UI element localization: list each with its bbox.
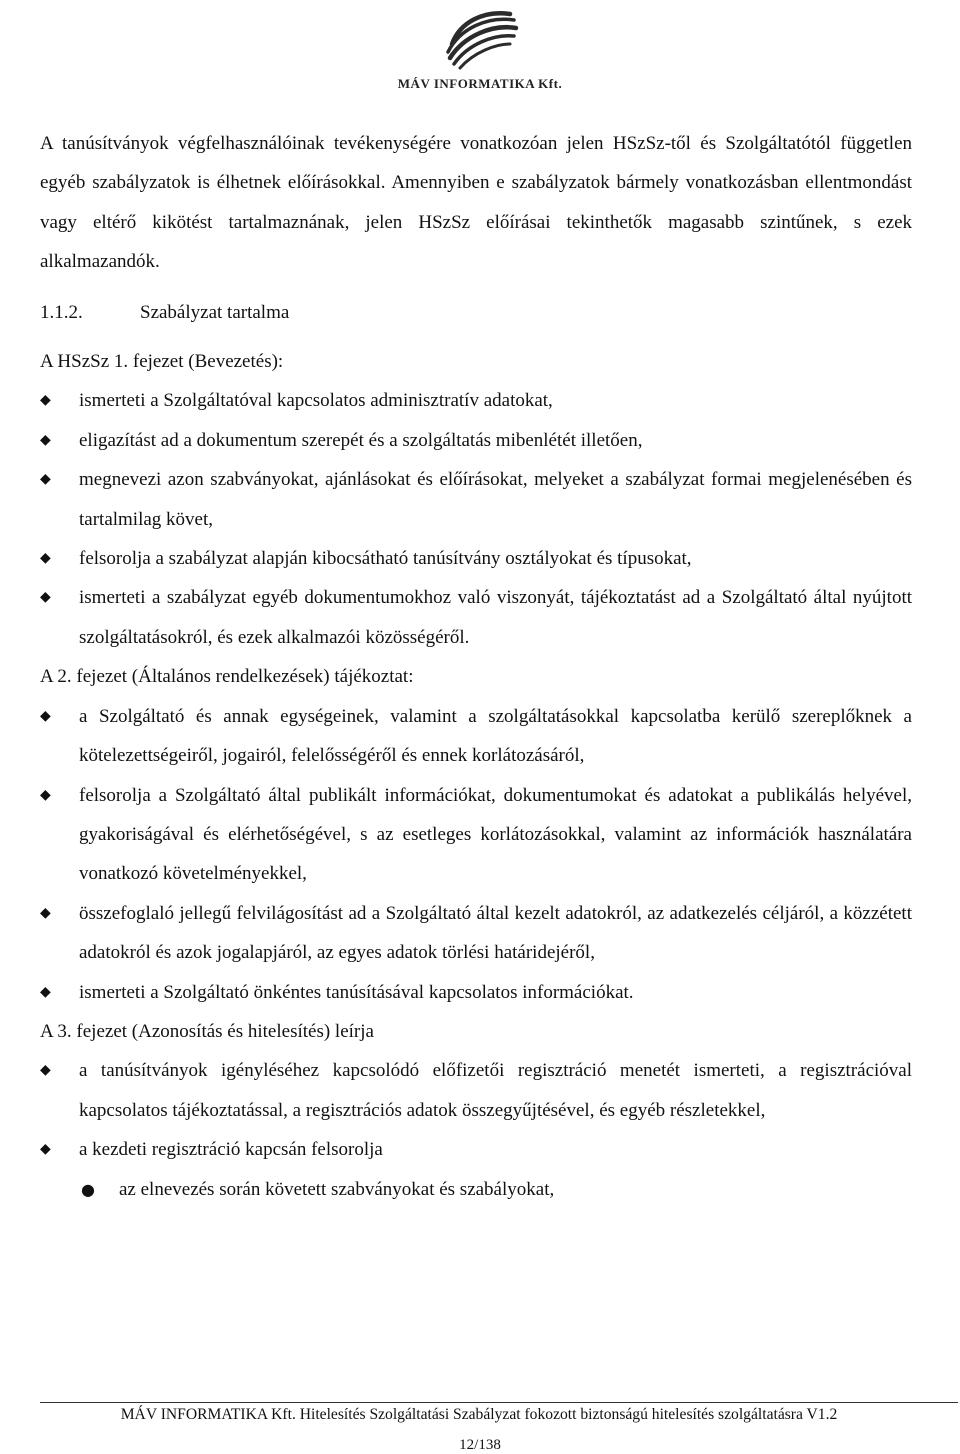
diamond-bullet-icon: ◆: [40, 983, 51, 1000]
diamond-bullet-icon: ◆: [40, 550, 51, 567]
diamond-bullet-icon: ◆: [40, 431, 51, 448]
sub-list-item: ● az elnevezés során követett szabványokat és szabályokat,: [40, 1170, 912, 1209]
list-item: ◆ felsorolja a szabályzat alapján kibocsátható tanúsítvány osztályokat és típusokat,: [40, 539, 912, 578]
list-item: ◆ a tanúsítványok igényléséhez kapcsolódó előfizetői regisztráció menetét ismerteti, a regisztrációval kapcsolatos tájékoztatással, a regisztrációs adatok összegyűjtésével, és egyéb részletekkel,: [40, 1051, 912, 1130]
list-item: ◆ megnevezi azon szabványokat, ajánlásokat és előírásokat, melyeket a szabályzat formai megjelenésében és tartalmilag követ,: [40, 460, 912, 539]
diamond-bullet-icon: ◆: [40, 786, 51, 803]
chapter3-intro: A 3. fejezet (Azonosítás és hitelesítés) leírja: [40, 1020, 374, 1042]
diamond-bullet-icon: ◆: [40, 1141, 51, 1158]
list-item: ◆ összefoglaló jellegű felvilágosítást ad a Szolgáltató által kezelt adatokról, az adatkezelés céljáról, a közzétett adatokról és azok jogalapjáról, az egyes adatok törlési határidejéről,: [40, 894, 912, 973]
diamond-bullet-icon: ◆: [40, 471, 51, 488]
round-bullet-icon: ●: [81, 1179, 95, 1199]
diamond-bullet-icon: ◆: [40, 904, 51, 921]
diamond-bullet-icon: ◆: [40, 1062, 51, 1079]
list-item: ◆ a kezdeti regisztráció kapcsán felsorolja: [40, 1130, 912, 1169]
diamond-bullet-icon: ◆: [40, 392, 51, 409]
logo-text: MÁV INFORMATIKA Kft.: [397, 76, 563, 91]
company-logo: [0, 0, 960, 100]
list-item: ◆ felsorolja a Szolgáltató által publikált információkat, dokumentumokat és adatokat a publikálás helyével, gyakoriságával és elérhetőségével, s az esetleges korlátozásokkal, valamint az információk használatára vonatkozó követelményekkel,: [40, 776, 912, 894]
list-item: ◆ ismerteti a Szolgáltató önkéntes tanúsításával kapcsolatos információkat.: [40, 973, 912, 1012]
list-item: ◆ a Szolgáltató és annak egységeinek, valamint a szolgáltatásokkal kapcsolatba kerülő szereplőknek a kötelezettségeiről, jogairól, felelősségéről és ennek korlátozásáról,: [40, 697, 912, 776]
footer-divider: [40, 1402, 958, 1403]
list-item: ◆ ismerteti a Szolgáltatóval kapcsolatos adminisztratív adatokat,: [40, 381, 912, 420]
diamond-bullet-icon: ◆: [40, 707, 51, 724]
document-body: [40, 124, 912, 1209]
footer-text: MÁV INFORMATIKA Kft. Hitelesítés Szolgáltatási Szabályzat fokozott biztonságú hitelesítés szolgáltatásra V1.2: [120, 1406, 838, 1423]
list-item: ◆ eligazítást ad a dokumentum szerepét és a szolgáltatás mibenlétét illetően,: [40, 421, 912, 460]
diamond-bullet-icon: ◆: [40, 589, 51, 606]
section-number: 1.1.2.: [40, 301, 83, 323]
list-item: ◆ ismerteti a szabályzat egyéb dokumentumokhoz való viszonyát, tájékoztatást ad a Szolgáltató által nyújtott szolgáltatásokról, és ezek alkalmazói közösségéről.: [40, 578, 912, 657]
page-number: 12/138: [459, 1437, 501, 1453]
chapter1-intro: A HSzSz 1. fejezet (Bevezetés):: [40, 351, 284, 373]
section-heading: [40, 293, 912, 332]
intro-paragraph: A tanúsítványok végfelhasználóinak tevékenységére vonatkozóan jelen HSzSz-től és Szolgáltatótól független egyéb szabályzatok is élhetnek előírásokkal. Amennyiben e szabályzatok bármely vonatkozásban ellentmondást vagy eltérő kikötést tartalmaznának, jelen HSzSz előírásai tekinthetők magasabb szintűnek, s ezek alkalmazandók.: [40, 133, 912, 273]
chapter2-intro: A 2. fejezet (Általános rendelkezések) tájékoztat:: [40, 666, 414, 688]
globe-logo-icon: [436, 4, 524, 76]
section-title: Szabályzat tartalma: [140, 301, 290, 323]
